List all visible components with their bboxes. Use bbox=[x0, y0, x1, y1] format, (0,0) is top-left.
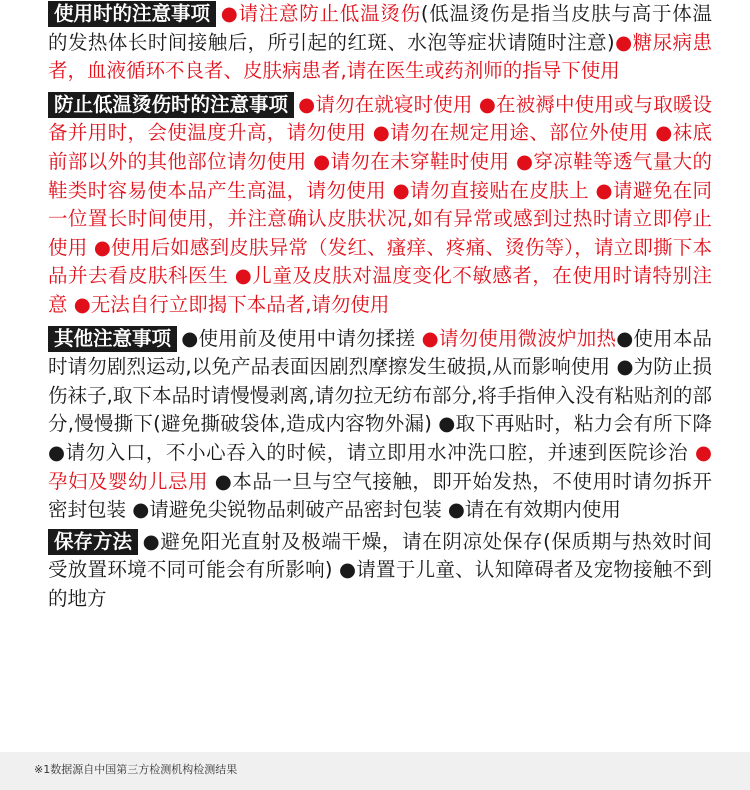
footer-bar bbox=[0, 752, 750, 790]
section-usage-precautions bbox=[48, 0, 712, 86]
warning-text: ●孕妇及婴幼儿忌用 bbox=[48, 440, 712, 493]
section-low-temp-burn-precautions bbox=[48, 91, 712, 320]
section-heading: 使用时的注意事项 bbox=[48, 1, 216, 27]
section-storage-method bbox=[48, 528, 712, 614]
footnote: ※1数据源自中国第三方检测机构检测结果 bbox=[34, 763, 238, 776]
section-heading: 防止低温烫伤时的注意事项 bbox=[48, 92, 294, 118]
body-text: ●避免阳光直射及极端干燥，请在阴凉处保存(保质期与热效时间受放置环境不同可能会有所影响) ●请置于儿童、认知障碍者及宠物接触不到的地方 bbox=[48, 529, 712, 610]
body-text: ●使用前及使用中请勿揉搓 bbox=[181, 326, 422, 350]
body-text: ●本品一旦与空气接触，即开始发热，不使用时请勿拆开密封包装 ●请避免尖锐物品刺破产品密封包装 ●请在有效期内使用 bbox=[48, 469, 712, 522]
body-text: ●使用本品时请勿剧烈运动,以免产品表面因剧烈摩擦发生破损,从而影响使用 ●为防止损伤袜子,取下本品时请慢慢剥离,请勿拉无纺布部分,将手指伸入没有粘贴剂的部分,慢慢撕下(避免撕破袋体,造成内容物外漏) ●取下再贴时，粘力会有所下降 ●请勿入口，不小心吞入的时候，请立即用水冲洗口腔，并速到医院诊治 bbox=[48, 326, 713, 464]
section-heading: 保存方法 bbox=[48, 529, 138, 555]
warning-text: ●糖尿病患者，血液循环不良者、皮肤病患者,请在医生或药剂师的指导下使用 bbox=[48, 30, 713, 83]
warning-text: ●请勿在就寝时使用 ●在被褥中使用或与取暖设备并用时，会使温度升高，请勿使用 ●请勿在规定用途、部位外使用 ●袜底前部以外的其他部位请勿使用 ●请勿在未穿鞋时使用 ●穿凉鞋等透气量大的鞋类时容易使本品产生高温，请勿使用 ●请勿直接贴在皮肤上 ●请避免在同一位置长时间使用，并注意确认皮肤状况,如有异常或感到过热时请立即停止使用 ●使用后如感到皮肤异常（发红、瘙痒、疼痛、烫伤等），请立即撕下本品并去看皮肤科医生 ●儿童及皮肤对温度变化不敏感者，在使用时请特别注意 ●无法自行立即揭下本品者,请勿使用 bbox=[48, 92, 712, 316]
body-text: (低温烫伤是指当皮肤与高于体温的发热体长时间接触后，所引起的红斑、水泡等症状请随时注意) bbox=[48, 2, 713, 54]
section-heading: 其他注意事项 bbox=[48, 326, 177, 352]
precautions-content bbox=[48, 0, 712, 613]
section-other-precautions bbox=[48, 325, 712, 525]
warning-text: ●请勿使用微波炉加热 bbox=[421, 326, 617, 350]
warning-text: ●请注意防止低温烫伤 bbox=[220, 2, 421, 25]
